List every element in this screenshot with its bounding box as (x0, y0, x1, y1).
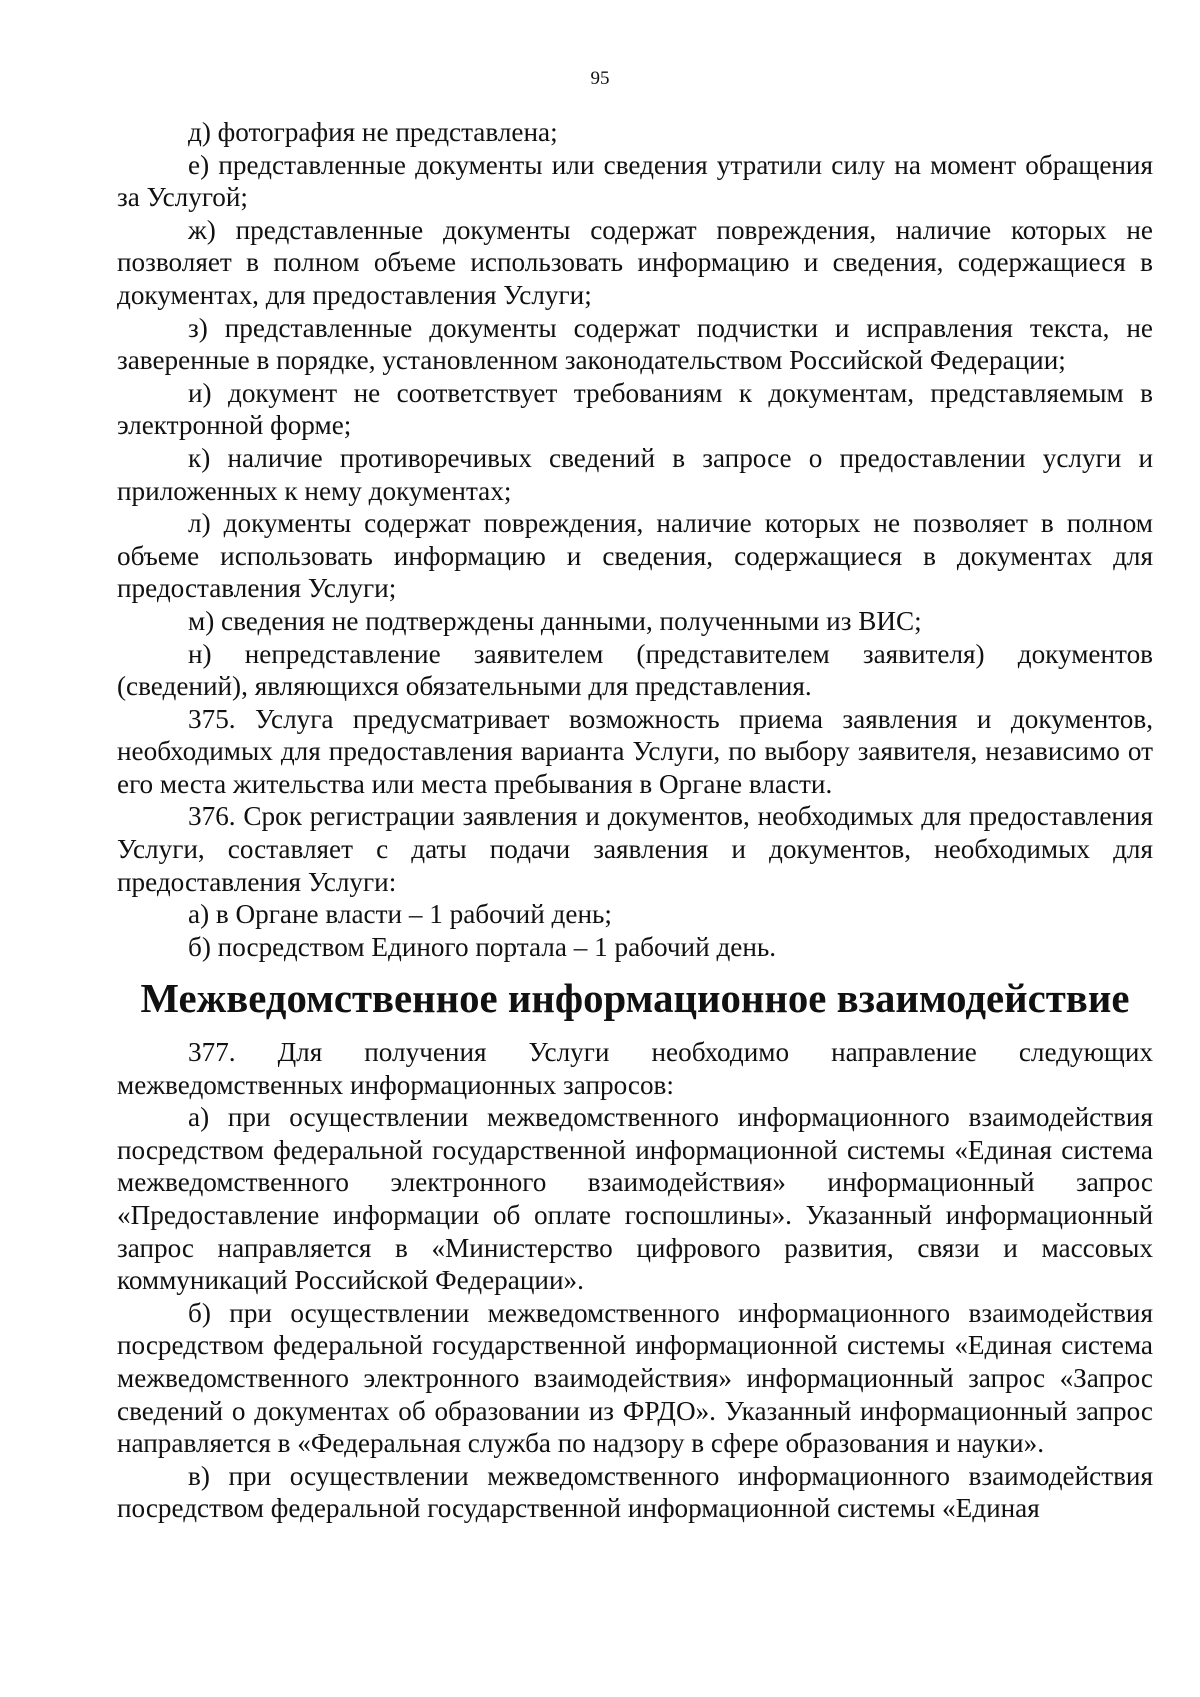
clause-376-item-b: б) посредством Единого портала – 1 рабочий день. (188, 931, 777, 962)
list-item-i: и) документ не соответствует требованиям к документам, представляемым в электронной форме; (117, 377, 1153, 441)
list-item-e: е) представленные документы или сведения утратили силу на момент обращения за Услугой; (117, 149, 1153, 213)
clause-377-item-b: б) при осуществлении межведомственного информационного взаимодействия посредством федеральной государственной информационной системы «Единая система межведомственного электронного взаимодействия» информационный запрос «Запрос сведений о документах об образовании из ФРДО». Указанный информационный запрос направляется в «Федеральная служба по надзору в сфере образования и науки». (117, 1297, 1153, 1459)
clause-377-item-v: в) при осуществлении межведомственного информационного взаимодействия посредством федеральной государственной информационной системы «Единая (117, 1460, 1153, 1524)
clause-376: 376. Срок регистрации заявления и документов, необходимых для предоставления Услуги, составляет с даты подачи заявления и документов, необходимых для предоставления Услуги: (117, 801, 1153, 897)
list-item-n: н) непредставление заявителем (представителем заявителя) документов (сведений), являющихся обязательными для представления. (117, 638, 1153, 702)
document-body (117, 116, 1153, 1525)
clause-375: 375. Услуга предусматривает возможность приема заявления и документов, необходимых для предоставления варианта Услуги, по выбору заявителя, независимо от его места жительства или места пребывания в Органе власти. (117, 703, 1153, 799)
list-item-l: л) документы содержат повреждения, наличие которых не позволяет в полном объеме использовать информацию и сведения, содержащиеся в документах для предоставления Услуги; (117, 508, 1153, 604)
list-item-k: к) наличие противоречивых сведений в запросе о предоставлении услуги и приложенных к нему документах; (117, 442, 1153, 506)
clause-376-item-a: а) в Органе власти – 1 рабочий день; (188, 899, 612, 930)
clause-377-item-a: а) при осуществлении межведомственного информационного взаимодействия посредством федеральной государственной информационной системы «Единая система межведомственного электронного взаимодействия» информационный запрос «Предоставление информации об оплате госпошлины». Указанный информационный запрос направляется в «Министерство цифрового развития, связи и массовых коммуникаций Российской Федерации». (117, 1102, 1153, 1296)
page-number: 95 (590, 68, 610, 89)
section-heading: Межведомственное информационное взаимодействие (140, 976, 1130, 1022)
list-item-m: м) сведения не подтверждены данными, полученными из ВИС; (188, 605, 922, 636)
clause-377: 377. Для получения Услуги необходимо направление следующих межведомственных информационных запросов: (117, 1037, 1153, 1100)
list-item-z: з) представленные документы содержат подчистки и исправления текста, не заверенные в порядке, установленном законодательством Российской Федерации; (117, 312, 1153, 376)
list-item-d: д) фотография не представлена; (188, 117, 558, 147)
list-item-zh: ж) представленные документы содержат повреждения, наличие которых не позволяет в полном объеме использовать информацию и сведения, содержащиеся в документах, для предоставления Услуги; (117, 214, 1153, 310)
